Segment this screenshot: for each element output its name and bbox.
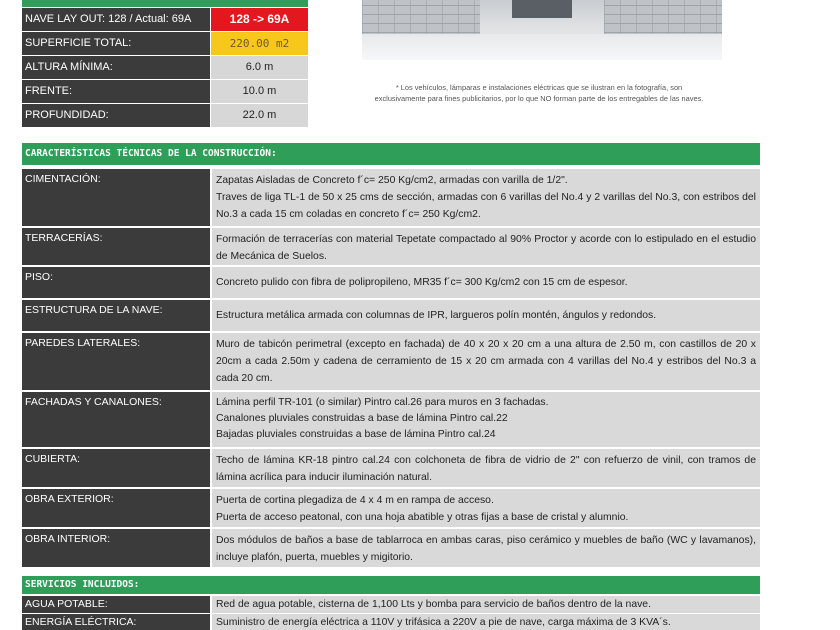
photo-disclaimer: [340, 82, 738, 104]
tech-label: TERRACERÍAS:: [22, 228, 210, 265]
tech-label: ESTRUCTURA DE LA NAVE:: [22, 300, 210, 331]
tech-label: FACHADAS Y CANALONES:: [22, 392, 210, 447]
tech-value: [212, 300, 760, 331]
technical-section-title: CARACTERÍSTICAS TÉCNICAS DE LA CONSTRUCCIÓN:: [22, 143, 760, 165]
tech-line: Puerta de acceso peatonal, con una hoja abatible y otras fijas a base de cristal y alumnio.: [216, 512, 629, 523]
tech-row-cimentacion: [22, 169, 760, 226]
spec-label: FRENTE:: [22, 80, 210, 103]
spec-label: SUPERFICIE TOTAL:: [22, 32, 210, 55]
tech-label: OBRA INTERIOR:: [22, 529, 210, 567]
disclaimer-line: exclusivamente para fines publicitarios, por lo que NO forman parte de los entregables de las naves.: [374, 94, 704, 103]
service-value: Red de agua potable, cisterna de 1,100 Lts y bomba para servicio de baños dentro de la nave.: [212, 596, 760, 613]
tech-line: Canalones pluviales construidas a base de lámina Pintro cal.22: [216, 413, 508, 424]
tech-value: [212, 529, 760, 567]
tech-row-obra-exterior: [22, 489, 760, 527]
tech-label: OBRA EXTERIOR:: [22, 489, 210, 527]
tech-line: Zapatas Aisladas de Concreto f´c= 250 Kg/cm2, armadas con varilla de 1/2".: [216, 175, 568, 186]
tech-label: CIMENTACIÓN:: [22, 169, 210, 226]
tech-label: PISO:: [22, 267, 210, 298]
spec-row-nave: [22, 8, 308, 31]
tech-row-terracerias: [22, 228, 760, 265]
tech-value: [212, 333, 760, 390]
general-specs-header: [22, 0, 308, 8]
spec-row-superficie: [22, 32, 308, 55]
spec-value-superficie: 220.00 m2: [211, 32, 308, 55]
warehouse-photo: [362, 0, 722, 60]
tech-row-cubierta: [22, 449, 760, 487]
tech-row-piso: [22, 267, 760, 298]
tech-line: Dos módulos de baños a base de tablarroca en ambas caras, piso cerámico y muebles de baño (WC y lavamanos), incluye plafón, puerta, muebles y migitorio.: [216, 535, 756, 563]
tech-label: PAREDES LATERALES:: [22, 333, 210, 390]
tech-line: Concreto pulido con fibra de polipropileno, MR35 f´c= 300 Kg/cm2 con 15 cm de espesor.: [216, 277, 628, 288]
photo-floor: [362, 34, 722, 60]
tech-value: [212, 228, 760, 265]
disclaimer-line: * Los vehículos, lámparas e instalaciones eléctricas que se ilustran en la fotografía, son: [395, 83, 683, 92]
services-table: [22, 596, 760, 630]
general-specs-table: [22, 0, 308, 128]
service-row-energia: [22, 614, 760, 630]
technical-table: [22, 169, 760, 569]
tech-row-estructura: [22, 300, 760, 331]
service-label: ENERGÍA ELÉCTRICA:: [22, 614, 210, 630]
tech-value: [212, 169, 760, 226]
tech-value: [212, 267, 760, 298]
tech-line: Formación de terracerías con material Tepetate compactado al 90% Proctor y acorde con lo estipulado en el estudio de Mecánica de Suelos.: [216, 234, 756, 262]
services-section-title: SERVICIOS INCLUIDOS:: [22, 576, 760, 594]
tech-line: Puerta de cortina plegadiza de 4 x 4 m en rampa de acceso.: [216, 495, 494, 506]
spec-row-altura: [22, 56, 308, 79]
tech-row-fachadas: [22, 392, 760, 447]
tech-line: Bajadas pluviales construidas a base de lámina Pintro cal.24: [216, 429, 496, 440]
tech-line: Techo de lámina KR-18 pintro cal.24 con colchoneta de fibra de vidrio de 2" con refuerzo de vinil, con tramos de lámina acrílica para inducir iluminación natural.: [216, 455, 756, 483]
service-row-agua: [22, 596, 760, 613]
spec-label: NAVE LAY OUT: 128 / Actual: 69A: [22, 8, 210, 31]
spec-label: PROFUNDIDAD:: [22, 104, 210, 127]
service-value: Suministro de energía eléctrica a 110V y trifásica a 220V a pie de nave, carga máxima de 3 KVA´s.: [212, 614, 760, 630]
spec-row-frente: [22, 80, 308, 103]
tech-line: Muro de tabicón perimetral (excepto en fachada) de 40 x 20 x 20 cm a una altura de 2.50 m, con castillos de 20 x 20cm a cada 2.50m y cadena de cerramiento de 15 x 20 cm armada con 4 varillas del No.4 y estribos del No.3 a cada 20 cm.: [216, 339, 756, 384]
tech-value: [212, 489, 760, 527]
photo-door: [512, 0, 572, 18]
tech-value: [212, 449, 760, 487]
tech-row-obra-interior: [22, 529, 760, 567]
tech-line: Traves de liga TL-1 de 50 x 25 cms de sección, armadas con 6 varillas del No.4 y 2 varillas del No.3, con estribos del No.3 a cada 15 cm coladas en concreto f´c= 250 Kg/cm2.: [216, 192, 756, 220]
spec-label: ALTURA MÍNIMA:: [22, 56, 210, 79]
service-label: AGUA POTABLE:: [22, 596, 210, 613]
spec-row-profundidad: [22, 104, 308, 127]
spec-value-profundidad: 22.0 m: [211, 104, 308, 127]
spec-value-frente: 10.0 m: [211, 80, 308, 103]
tech-label: CUBIERTA:: [22, 449, 210, 487]
tech-line: Lámina perfil TR-101 (o similar) Pintro cal.26 para muros en 3 fachadas.: [216, 397, 549, 408]
tech-value: [212, 392, 760, 447]
spec-value-nave: 128 -> 69A: [211, 8, 308, 31]
spec-value-altura: 6.0 m: [211, 56, 308, 79]
tech-line: Estructura metálica armada con columnas de IPR, largueros polín montén, ángulos y redondos.: [216, 310, 657, 321]
tech-row-paredes: [22, 333, 760, 390]
